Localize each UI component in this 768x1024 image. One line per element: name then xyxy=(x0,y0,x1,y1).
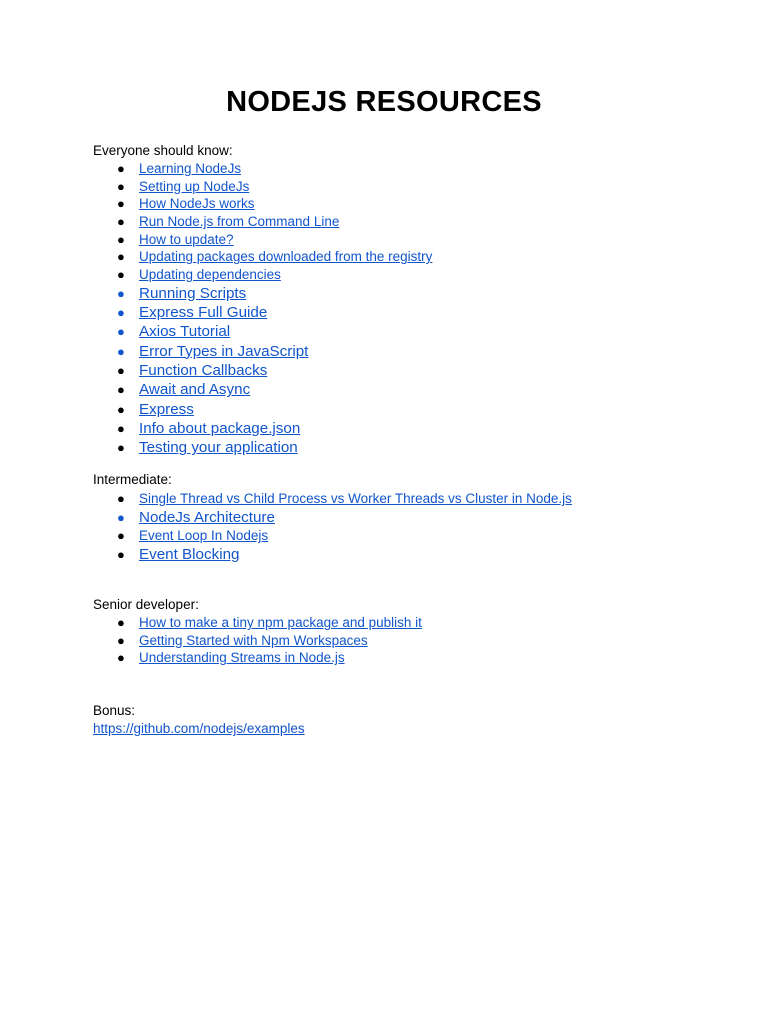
github-examples-link[interactable]: https://github.com/nodejs/examples xyxy=(93,721,305,736)
list-item xyxy=(93,213,432,231)
list-item xyxy=(93,342,432,361)
bullet-icon: ● xyxy=(117,527,125,543)
list-item xyxy=(93,303,432,322)
resource-link[interactable]: Express xyxy=(139,400,194,418)
bullet-icon: ● xyxy=(117,178,125,194)
bullet-icon: ● xyxy=(117,632,125,648)
resource-link[interactable]: Setting up NodeJs xyxy=(139,178,250,194)
list-item xyxy=(93,545,572,564)
bullet-icon: ● xyxy=(117,615,125,630)
list-item xyxy=(93,231,432,249)
resource-link[interactable]: Running Scripts xyxy=(139,284,247,302)
list-item xyxy=(93,438,432,457)
list-item xyxy=(93,322,432,341)
section-heading-senior: Senior developer: xyxy=(93,597,199,612)
resource-link[interactable]: Event Loop In Nodejs xyxy=(139,527,269,543)
bullet-icon: ● xyxy=(117,305,125,321)
bullet-icon: ● xyxy=(117,420,125,436)
resource-link[interactable]: Event Blocking xyxy=(139,545,240,563)
bullet-icon: ● xyxy=(117,196,125,212)
resource-link[interactable]: Updating dependencies xyxy=(139,267,281,283)
resource-link[interactable]: Getting Started with Npm Workspaces xyxy=(139,632,368,648)
section-heading-intermediate: Intermediate: xyxy=(93,472,172,487)
list-item xyxy=(93,284,432,303)
bullet-icon: ● xyxy=(117,401,125,417)
bullet-icon: ● xyxy=(117,214,125,230)
intermediate-resource-list xyxy=(93,490,572,564)
list-item xyxy=(93,248,432,266)
list-item xyxy=(93,419,432,438)
list-item xyxy=(93,361,432,380)
resource-link[interactable]: Updating packages downloaded from the registry xyxy=(139,249,433,265)
bullet-icon: ● xyxy=(117,161,125,176)
resource-link[interactable]: Learning NodeJs xyxy=(139,161,242,176)
bullet-icon: ● xyxy=(117,267,125,283)
list-item xyxy=(93,380,432,399)
list-item xyxy=(93,266,432,284)
resource-link[interactable]: Single Thread vs Child Process vs Worker Threads vs Cluster in Node.js xyxy=(139,491,572,506)
section-heading-bonus: Bonus: xyxy=(93,703,136,718)
list-item xyxy=(93,160,432,178)
bullet-icon: ● xyxy=(117,491,125,506)
list-item xyxy=(93,490,572,508)
resource-link[interactable]: How NodeJs works xyxy=(139,196,255,212)
list-item xyxy=(93,400,432,419)
list-item xyxy=(93,632,422,650)
page-title: NODEJS RESOURCES xyxy=(226,86,542,118)
list-item xyxy=(93,508,572,527)
bullet-icon: ● xyxy=(117,509,125,525)
list-item xyxy=(93,527,572,545)
resource-link[interactable]: Axios Tutorial xyxy=(139,323,231,341)
section-heading-everyone: Everyone should know: xyxy=(93,143,233,158)
bullet-icon: ● xyxy=(117,231,125,247)
bullet-icon: ● xyxy=(117,324,125,340)
resource-link[interactable]: Understanding Streams in Node.js xyxy=(139,650,345,666)
resource-link[interactable]: Run Node.js from Command Line xyxy=(139,214,340,230)
resource-link[interactable]: Testing your application xyxy=(139,439,298,457)
list-item xyxy=(93,178,432,196)
list-item xyxy=(93,614,422,632)
resource-link[interactable]: Express Full Guide xyxy=(139,304,268,322)
resource-link[interactable]: Function Callbacks xyxy=(139,362,268,379)
bullet-icon: ● xyxy=(117,650,125,666)
resource-link[interactable]: Await and Async xyxy=(139,381,251,399)
resource-link[interactable]: How to update? xyxy=(139,231,234,247)
bullet-icon: ● xyxy=(117,343,125,359)
bullet-icon: ● xyxy=(117,249,125,265)
bullet-icon: ● xyxy=(117,285,125,301)
bullet-icon: ● xyxy=(117,440,125,456)
list-item xyxy=(93,649,422,667)
bullet-icon: ● xyxy=(117,363,125,378)
list-item xyxy=(93,195,432,213)
bullet-icon: ● xyxy=(117,546,125,562)
resource-link[interactable]: Error Types in JavaScript xyxy=(139,342,309,360)
resource-link[interactable]: Info about package.json xyxy=(139,419,301,437)
bullet-icon: ● xyxy=(117,382,125,398)
senior-resource-list xyxy=(93,614,422,667)
resource-link[interactable]: NodeJs Architecture xyxy=(139,508,275,526)
resource-link[interactable]: How to make a tiny npm package and publish it xyxy=(139,615,422,630)
everyone-resource-list xyxy=(93,160,432,457)
